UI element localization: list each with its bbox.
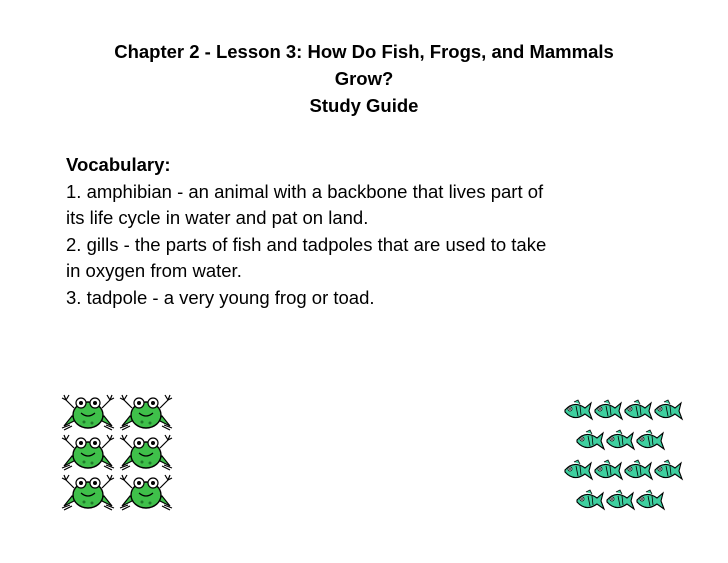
fish-icon bbox=[595, 400, 622, 419]
vocabulary-line: 2. gills - the parts of fish and tadpoles that are used to take bbox=[66, 233, 547, 255]
fish-icon bbox=[625, 400, 652, 419]
frog-icon bbox=[62, 435, 114, 470]
vocabulary-section bbox=[66, 152, 706, 311]
frog-icon bbox=[120, 395, 172, 430]
fish-icon bbox=[637, 430, 664, 449]
title-line-1: Chapter 2 - Lesson 3: How Do Fish, Frogs, and Mammals bbox=[114, 41, 614, 62]
vocabulary-line: 1. amphibian - an animal with a backbone that lives part of bbox=[66, 180, 544, 202]
fish-icon bbox=[637, 490, 664, 509]
fish-icon bbox=[565, 460, 592, 479]
vocabulary-heading: Vocabulary: bbox=[66, 154, 171, 175]
fish-icon bbox=[625, 460, 652, 479]
frog-icon bbox=[62, 475, 114, 510]
frog-icon bbox=[62, 395, 114, 430]
frog-clipart-group bbox=[52, 392, 182, 512]
vocabulary-line: its life cycle in water and pat on land. bbox=[66, 207, 369, 228]
frog-icon bbox=[120, 435, 172, 470]
vocabulary-line: in oxygen from water. bbox=[66, 260, 242, 281]
fish-icon bbox=[607, 490, 634, 509]
fish-icon bbox=[577, 430, 604, 449]
vocabulary-line: 3. tadpole - a very young frog or toad. bbox=[66, 286, 375, 308]
frog-icon bbox=[120, 475, 172, 510]
title-line-3: Study Guide bbox=[309, 95, 419, 116]
fish-icon bbox=[655, 400, 682, 419]
title-line-2: Grow? bbox=[334, 68, 394, 89]
fish-icon bbox=[577, 490, 604, 509]
fish-clipart-group bbox=[558, 398, 688, 518]
page-title bbox=[0, 38, 728, 119]
fish-icon bbox=[595, 460, 622, 479]
fish-icon bbox=[655, 460, 682, 479]
fish-icon bbox=[607, 430, 634, 449]
fish-icon bbox=[565, 400, 592, 419]
